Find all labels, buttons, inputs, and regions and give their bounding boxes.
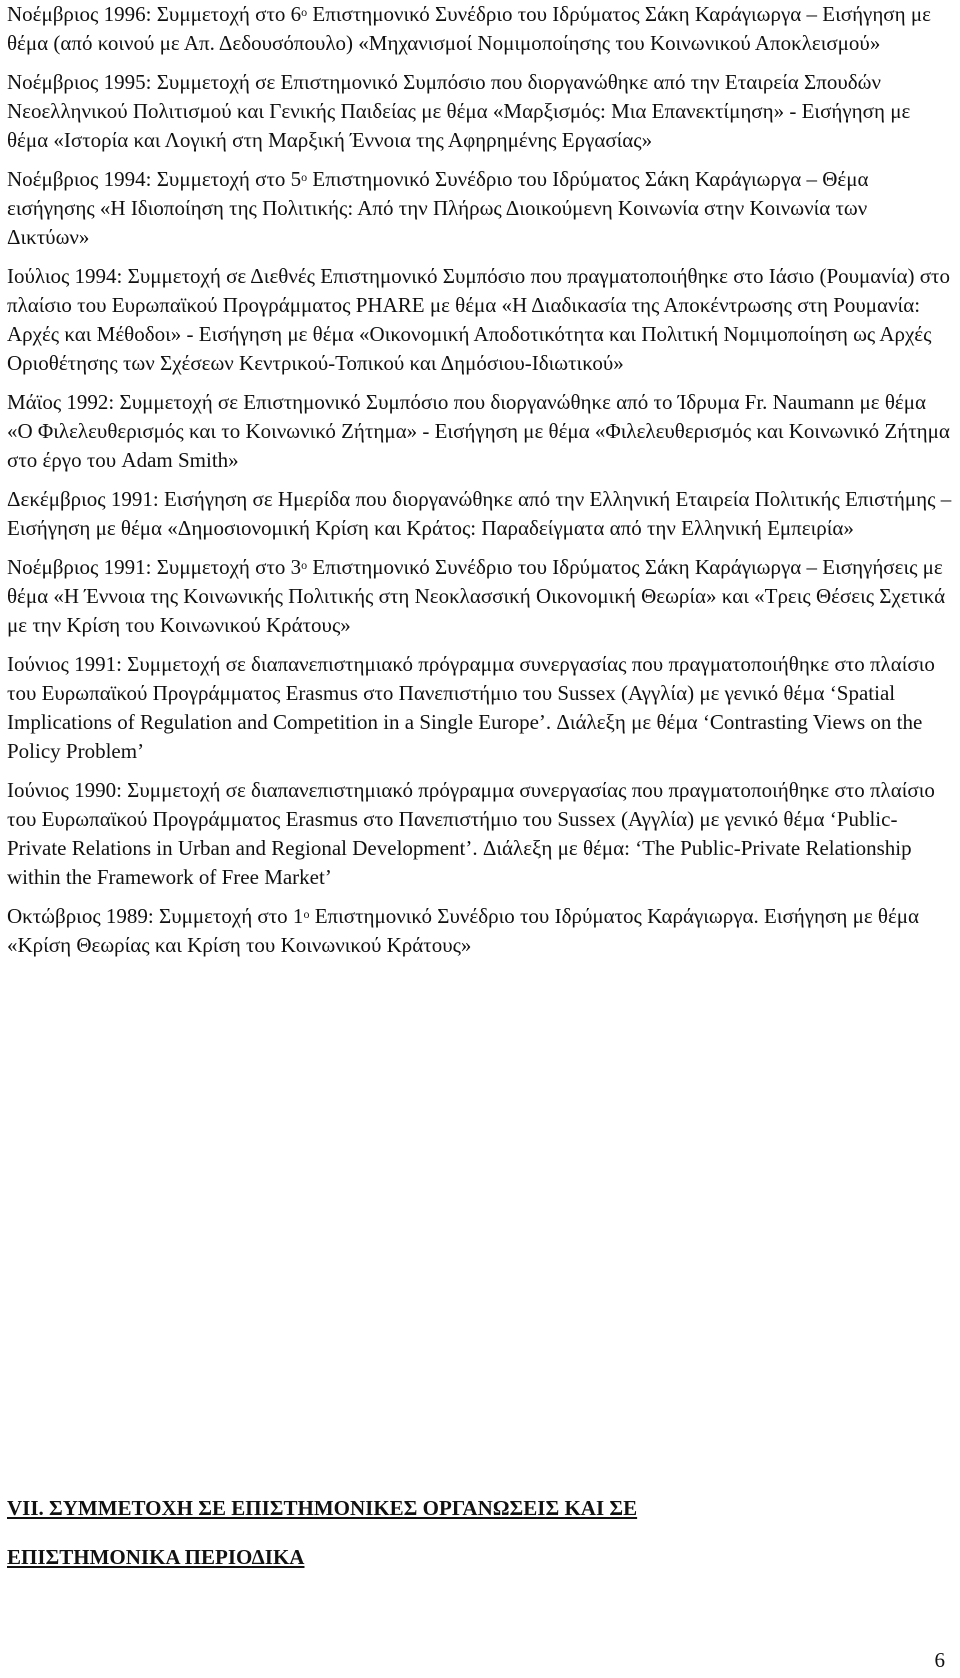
entry-1994-07 [7, 262, 952, 378]
entry-text: Ιούλιος 1994: Συμμετοχή σε Διεθνές Επιστημονικό Συμπόσιο που πραγματοποιήθηκε στο Ιάσιο (Ρουμανία) στο πλαίσιο του Ευρωπαϊκού Προγράμματος PHARE με θέμα «Η Διαδικασία της Αποκέντρωσης στη Ρουμανία: Αρχές και Μέθοδοι» - Εισήγηση με θέμα «Οικονομική Αποδοτικότητα και Πολιτική Νομιμοποίηση ως Αρχές Οριοθέτησης των Σχέσεων Κεντρικού-Τοπικού και Δημόσιου-Ιδιωτικού» [7, 264, 950, 375]
superscript-ordinal: ο [303, 907, 310, 921]
entry-text-prefix: Νοέμβριος 1994: Συμμετοχή στο 5 [7, 167, 302, 191]
entry-1991-12 [7, 485, 952, 543]
entry-1990-06 [7, 776, 952, 892]
superscript-ordinal: ο [301, 558, 308, 572]
entry-text-prefix: Οκτώβριος 1989: Συμμετοχή στο 1 [7, 904, 304, 928]
entry-1991-11 [7, 553, 952, 640]
entry-text: Ιούνιος 1990: Συμμετοχή σε διαπανεπιστημιακό πρόγραμμα συνεργασίας που πραγματοποιήθηκε στο πλαίσιο του Ευρωπαϊκού Προγράμματος Erasmus στο Πανεπιστήμιο του Sussex (Αγγλία) με γενικό θέμα ‘Public-Private Relations in Urban and Regional Development’. Διάλεξη με θέμα: ‘The Public-Private Relationship within the Framework of Free Market’ [7, 778, 935, 889]
entry-text-rest: Επιστημονικό Συνέδριο του Ιδρύματος Σάκη Καράγιωργα – Εισηγήσεις με θέμα «Η Έννοια της Κοινωνικής Πολιτικής στη Νεοκλασσική Οικονομική Θεωρία» και «Τρεις Θέσεις Σχετικά με την Κρίση του Κοινωνικού Κράτους» [7, 555, 946, 637]
entry-text-prefix: Νοέμβριος 1991: Συμμετοχή στο 3 [7, 555, 302, 579]
section-heading [7, 1494, 907, 1572]
superscript-ordinal: ο [301, 170, 308, 184]
entry-1995-11 [7, 68, 952, 155]
section-heading-line-1: VII. ΣΥΜΜΕΤΟΧΗ ΣΕ ΕΠΙΣΤΗΜΟΝΙΚΕΣ ΟΡΓΑΝΩΣΕΙΣ ΚΑΙ ΣΕ [7, 1496, 638, 1520]
entry-1994-11 [7, 165, 952, 252]
entry-text: Νοέμβριος 1995: Συμμετοχή σε Επιστημονικό Συμπόσιο που διοργανώθηκε από την Εταιρεία Σπουδών Νεοελληνικού Πολιτισμού και Γενικής Παιδείας με θέμα «Μαρξισμός: Μια Επανεκτίμηση» - Εισήγηση με θέμα «Ιστορία και Λογική στη Μαρξική Έννοια της Αφηρημένης Εργασίας» [7, 70, 911, 152]
entry-1991-06 [7, 650, 952, 766]
section-heading-line-2: ΕΠΙΣΤΗΜΟΝΙΚΑ ΠΕΡΙΟΔΙΚΑ [7, 1545, 305, 1569]
superscript-ordinal: ο [301, 5, 308, 19]
entry-text-rest: Επιστημονικό Συνέδριο του Ιδρύματος Σάκη Καράγιωργα – Εισήγηση με θέμα (από κοινού με Απ. Δεδουσόπουλο) «Μηχανισμοί Νομιμοποίησης του Κοινωνικού Αποκλεισμού» [7, 2, 931, 55]
entry-text: Δεκέμβριος 1991: Εισήγηση σε Ημερίδα που διοργανώθηκε από την Ελληνική Εταιρεία Πολιτικής Επιστήμης – Εισήγηση με θέμα «Δημοσιονομική Κρίση και Κράτος: Παραδείγματα από την Ελληνική Εμπειρία» [7, 487, 952, 540]
entry-1996-11 [7, 0, 952, 58]
entry-1989-10 [7, 902, 952, 960]
entry-1992-05 [7, 388, 952, 475]
entry-text: Ιούνιος 1991: Συμμετοχή σε διαπανεπιστημιακό πρόγραμμα συνεργασίας που πραγματοποιήθηκε στο πλαίσιο του Ευρωπαϊκού Προγράμματος Erasmus στο Πανεπιστήμιο του Sussex (Αγγλία) με γενικό θέμα ‘Spatial Implications of Regulation and Competition in a Single Europe’. Διάλεξη με θέμα ‘Contrasting Views on the Policy Problem’ [7, 652, 935, 763]
entry-text-prefix: Νοέμβριος 1996: Συμμετοχή στο 6 [7, 2, 302, 26]
entry-text-rest: Επιστημονικό Συνέδριο του Ιδρύματος Καράγιωργα. Εισήγηση με θέμα «Κρίση Θεωρίας και Κρίση του Κοινωνικού Κράτους» [7, 904, 920, 957]
document-body [7, 0, 952, 970]
entry-text-rest: Επιστημονικό Συνέδριο του Ιδρύματος Σάκη Καράγιωργα – Θέμα εισήγησης «Η Ιδιοποίηση της Πολιτικής: Από την Πλήρως Διοικούμενη Κοινωνία στην Κοινωνία των Δικτύων» [7, 167, 869, 249]
entry-text: Μάϊος 1992: Συμμετοχή σε Επιστημονικό Συμπόσιο που διοργανώθηκε από το Ίδρυμα Fr. Naumann με θέμα «Ο Φιλελευθερισμός και το Κοινωνικό Ζήτημα» - Εισήγηση με θέμα «Φιλελευθερισμός και Κοινωνικό Ζήτημα στο έργο του Adam Smith» [7, 390, 950, 472]
page-number: 6 [934, 1648, 945, 1672]
